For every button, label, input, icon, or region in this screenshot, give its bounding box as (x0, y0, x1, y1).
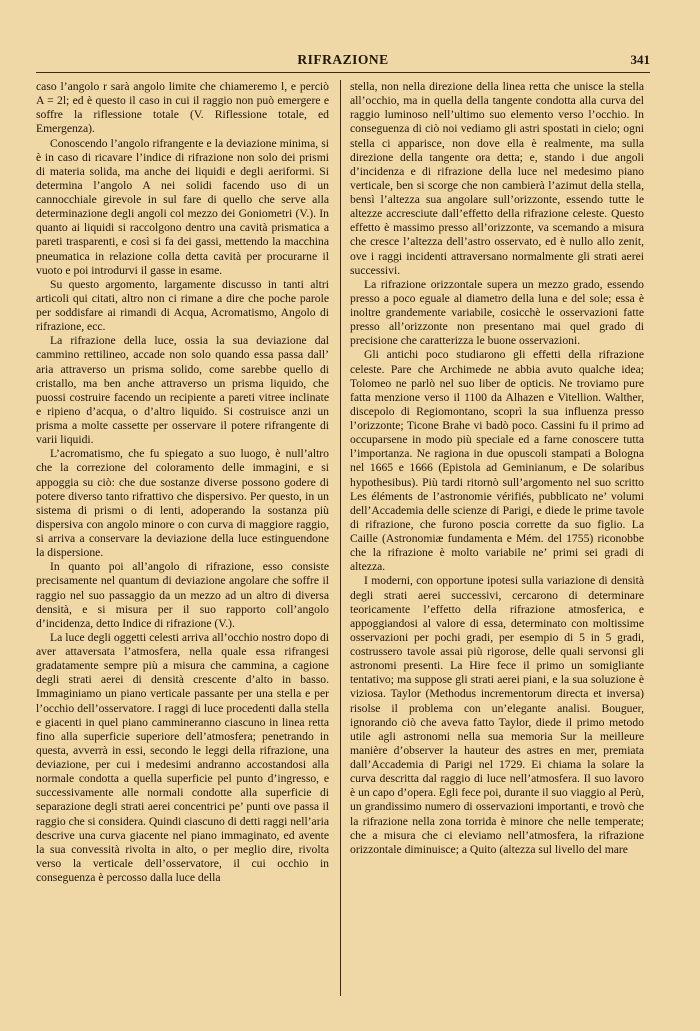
page-header (36, 50, 650, 73)
paragraph: Gli antichi poco studiarono gli effetti della rifrazione celeste. Pare che Archimede ne abbia avuto qualche idea; Tolomeo ne parlò nel suo liber de opticis. Ne troviamo pure fatta menzione verso il 1100 da Alhazen e Vitellion. Walther, discepolo di Regiomontano, scoprì la sua influenza presso l’orizzonte; Ticone Brahe vi badò poco. Cassini fu il primo ad occuparsene in modo più speciale ed a farne conoscere tutta l’importanza. Ne ragiona in due opuscoli stampati a Bologna nel 1665 e 1666 (Epistola ad Geminianum, e De solaribus hypothesibus). Più tardi ritornò sull’argomento nel suo scritto Les éléments de l’astronomie vérifiés, pubblicato ne’ volumi dell’Accademia delle scienze di Parigi, e diede le prime tavole di rifrazione, che furono poscia corrette da suo figlio. La Caille (Astronomiæ fundamenta e Mém. del 1755) riconobbe che la rifrazione è molto variabile ne’ primi sei gradi di altezza. (350, 348, 644, 574)
paragraph: La rifrazione della luce, ossia la sua deviazione dal cammino rettilineo, accade non solo quando essa passa dall’ aria attraverso un prisma solido, come sarebbe quello di cristallo, ma ben anche attraverso un prisma liquido, che puossi costruire facendo un recipiente a pareti vitree inclinate e ripieno d’acqua, o d’altro liquido. Si costruisce anzi un prisma a molte cassette per osservare il potere rifrangente di varii liquidi. (36, 334, 329, 447)
paragraph: I moderni, con opportune ipotesi sulla variazione di densità degli strati aerei successivi, cercarono di determinare teoricamente l’effetto della rifrazione atmosferica, e appoggiandosi al valore di essa, determinato con moltissime osservazioni per pochi gradi, per esempio di 5 in 5 gradi, costrussero tavole assai più rigorose, delle quali servonsi gli astronomi presenti. La Hire fece il primo un somigliante tentativo; ma suppose gli strati aerei piani, e la sua soluzione è viziosa. Taylor (Methodus incrementorum directa et inversa) risolse il problema con un’elegante analisi. Bouguer, ignorando ciò che aveva fatto Taylor, diede il primo metodo utile agli astronomi nella sua memoria Sur la meilleure manière d’observer la hauteur des astres en mer, premiata dall’Accademia di Parigi nel 1729. Ei chiama la solare la curva descritta dal raggio di luce nell’atmosfera. Il suo lavoro è un capo d’opera. Egli fece poi, durante il suo viaggio al Perù, un grandissimo numero di osservazioni importanti, e trovò che la rifrazione nella zona torrida è minore che nelle temperate; che a misura che ci eleviamo nell’atmosfera, la rifrazione orizzontale diminuisce; a Quito (altezza sul livello del mare (350, 574, 644, 856)
paragraph: Su questo argomento, largamente discusso in tanti altri articoli qui citati, altro non ci rimane a dire che poche parole per soddisfare ai rimandi di Acqua, Acromatismo, Angolo di rifrazione, ecc. (36, 277, 329, 334)
paragraph: La rifrazione orizzontale supera un mezzo grado, essendo presso a poco eguale al diametro della luna e del sole; essa è inoltre grandemente variabile, cosicchè le osservazioni fatte presso all’orizzonte non presentano mai quel grado di precisione che caratterizza le buone osservazioni. (350, 277, 644, 348)
paragraph: La luce degli oggetti celesti arriva all’occhio nostro dopo di aver attaversata l’atmosfera, nella quale essa rifrangesi gradatamente sempre più a misura che cammina, a cagione degli strati aerei di densità crescente d’alto in basso. Immaginiamo un piano verticale passante per una stella e per l’occhio dell’osservatore. I raggi di luce procedenti dalla stella e giacenti in quel piano cammineranno ciascuno in linea retta fino alla superficie superiore dell’atmosfera; penetrando in questa, avverrà in essi, secondo le leggi della rifrazione, una deviazione, per cui i medesimi andranno accostandosi alla normale condotta a quella superficie pel punto d’ingresso, e successivamente alle normali condotte alla superficie di separazione degli strati aerei concentrici pe’ punti ove passa il raggio che si considera. Quindi ciascuno di detti raggi nell’aria descrive una curva giacente nel piano immaginato, ed avente la sua convessità rivolta in alto, o per meglio dire, rivolta verso la verticale dell’osservatore, il cui occhio in conseguenza è percosso dalla luce della (36, 630, 329, 884)
running-title: RIFRAZIONE (297, 52, 389, 67)
paragraph: Conoscendo l’angolo rifrangente e la deviazione minima, si è in caso di ricavare l’indice di rifrazione non solo dei prismi di materia solida, ma anche dei liquidi e degli aeriformi. Si determina l’angolo A nei solidi facendo uso di un cannocchiale girevole in sul fare di quello che serve alla determinazione degli angoli col mezzo dei Goniometri (V.). In quanto ai liquidi si raccolgono dentro una cavità prismatica a pareti trasparenti, e così si fa dei gassi, mettendo la macchina pneumatica in relazione colla detta cavità per procurarne il vuoto e poi introdurvi il gasse in esame. (36, 136, 329, 277)
paragraph: stella, non nella direzione della linea retta che unisce la stella all’occhio, ma in quella della tangente condotta alla curva del raggio luminoso nell’ultimo suo elemento verso l’occhio. In conseguenza di ciò noi vediamo gli astri spostati in cielo; ogni stella ci apparisce, non dove ella è realmente, ma sulla direzione della tangente ora detta; e, stando i due angoli d’incidenza e di rifrazione della luce nel medesimo piano verticale, ben si scorge che non cambierà l’azimut della stella, bensì l’altezza sua angolare sull’orizzonte, essendo tutte le altezze accresciute dall’effetto della rifrazione celeste. Questo effetto è massimo presso all’orizzonte, va scemando a misura che cresce l’altezza dell’astro osservato, ed è nullo allo zenit, ove i raggi incidenti attraversano normalmente gli strati aerei successivi. (350, 80, 644, 277)
paragraph: caso l’angolo r sarà angolo limite che chiameremo l, e perciò A = 2l; ed è questo il caso in cui il raggio non può emergere e soffre la riflessione totale (V. Riflessione totale, ed Emergenza). (36, 80, 329, 136)
left-column (36, 80, 329, 1000)
paragraph: L’acromatismo, che fu spiegato a suo luogo, è null’altro che la correzione del coloramento delle immagini, e si appoggia su ciò: che due sostanze diverse possono godere di potere diverso tanto rifrattivo che dispersivo. Per questo, in un sistema di prismi o di lenti, adoperando la sostanza più dispersiva con angolo minore o con curva di maggiore raggio, si arriva a conservare la deviazione della luce estinguendone la dispersione. (36, 447, 329, 560)
right-column (350, 80, 644, 1000)
paragraph: In quanto poi all’angolo di rifrazione, esso consiste precisamente nel quantum di deviazione angolare che soffre il raggio nel suo passaggio da un mezzo ad un altro di diversa densità, e si misura per il suo rapporto coll’angolo d’incidenza, detto Indice di rifrazione (V.). (36, 560, 329, 630)
page-number: 341 (630, 52, 650, 67)
column-divider (340, 80, 341, 996)
